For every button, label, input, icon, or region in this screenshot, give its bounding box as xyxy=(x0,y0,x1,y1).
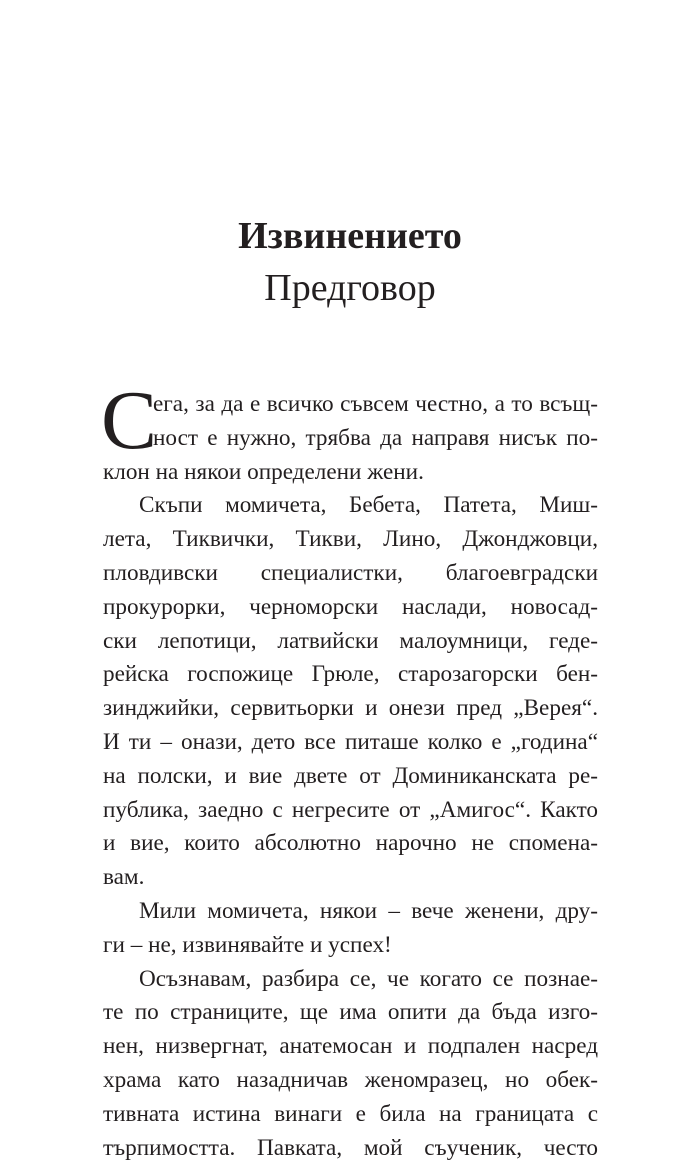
text-line: Осъзнавам, разбира се, че когато се познае- xyxy=(139,965,598,992)
text-line: Мили момичета, някои – вече женени, дру- xyxy=(139,897,598,924)
text-line: вам. xyxy=(103,864,145,891)
chapter-title: Извинението xyxy=(238,215,462,257)
text-line: ски лепотици, латвийски малоумници, геде- xyxy=(103,627,598,654)
opening-lines xyxy=(101,374,598,467)
text-line: прокурорки, черноморски наслади, новосад- xyxy=(103,593,598,620)
text-line: клон на някои определени жени. xyxy=(103,458,424,485)
text-line: нен, низвергнат, анатемосан и подпален насред xyxy=(103,1033,598,1060)
text-line: ност е нужно, трябва да направя нисък по- xyxy=(153,424,598,451)
text-line: те по страниците, ще има опити да бъда изго- xyxy=(103,999,598,1026)
text-line: лета, Тиквички, Тикви, Лино, Джонджовци, xyxy=(103,526,598,553)
text-line: публика, заедно с негресите от „Амигос“. Както xyxy=(103,796,598,823)
chapter-subtitle: Предговор xyxy=(264,267,436,309)
text-line: храма като назадничав женомразец, но обек- xyxy=(103,1066,598,1093)
text-line: на полски, и вие двете от Доминиканската ре- xyxy=(103,762,598,789)
text-line: търпимостта. Павката, мой съученик, често xyxy=(103,1134,598,1161)
text-line: пловдивски специалистки, благоевградски xyxy=(103,559,598,586)
text-line: зинджийки, сервитьорки и онези пред „Верея“. xyxy=(103,695,598,722)
text-line: ги – не, извинявайте и успех! xyxy=(103,931,392,958)
drop-cap: С xyxy=(101,374,158,467)
body-text xyxy=(101,374,598,1165)
text-line: Скъпи момичета, Бебета, Патета, Миш- xyxy=(139,492,598,519)
text-line: тивната истина винаги е била на границата с xyxy=(103,1100,598,1127)
text-line: рейска госпожице Грюле, старозагорски бен- xyxy=(103,661,598,688)
text-line: и вие, които абсолютно нарочно не споменa- xyxy=(103,830,598,857)
text-line: ега, за да е всичко съвсем честно, а то всъщ- xyxy=(153,391,598,417)
text-line: И ти – онази, дето все питаше колко е „година“ xyxy=(103,728,598,755)
